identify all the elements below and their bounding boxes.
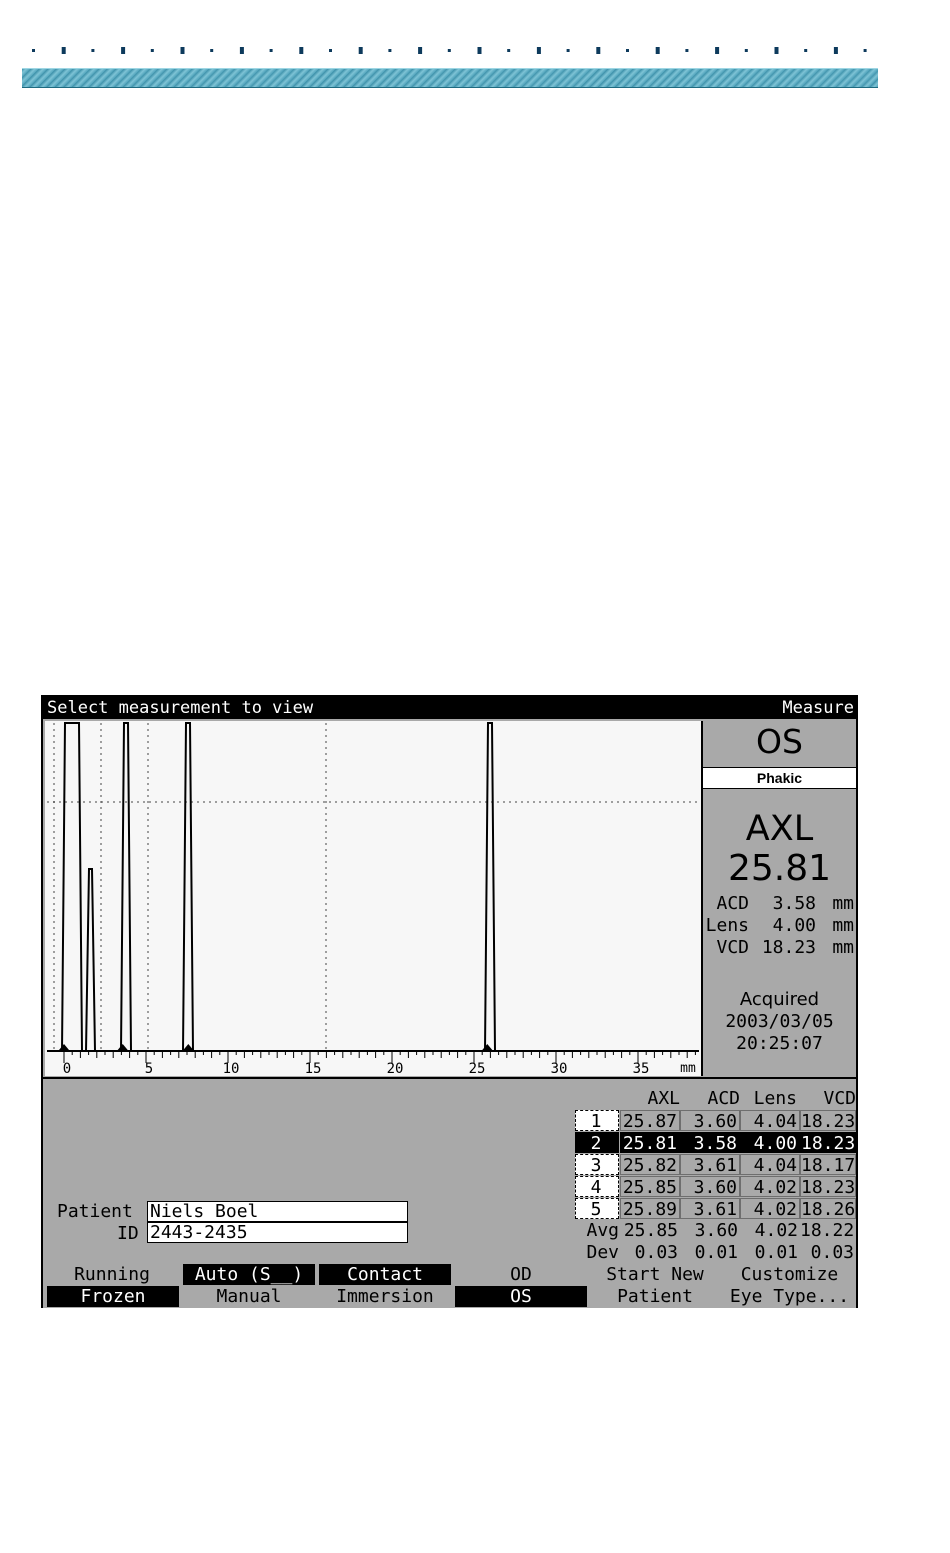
header-dot xyxy=(418,47,422,54)
measurement-row-1[interactable] xyxy=(575,1110,856,1132)
axl-cell: 25.85 xyxy=(620,1176,680,1197)
vcd-cell: 18.26 xyxy=(801,1199,856,1220)
customize-eye-type-button[interactable]: Customize xyxy=(740,1264,839,1285)
row-number: 4 xyxy=(575,1176,619,1197)
header-dot xyxy=(62,47,66,54)
header-dot xyxy=(656,47,660,54)
header-dot xyxy=(448,49,451,52)
patient-name-field[interactable]: Niels Boel xyxy=(147,1201,408,1222)
header-dot xyxy=(329,49,332,52)
header-dot xyxy=(210,49,213,52)
average-row xyxy=(575,1220,856,1242)
frozen-button[interactable]: Frozen xyxy=(47,1286,179,1307)
tick-label: 0 xyxy=(62,1061,72,1076)
contact-button[interactable]: Contact xyxy=(319,1264,451,1285)
tick-label: 25 xyxy=(468,1061,486,1076)
acquired-date: 2003/03/05 xyxy=(725,1011,834,1032)
header-dot xyxy=(864,49,867,52)
axl-cell: 25.87 xyxy=(620,1110,680,1131)
gate-marker xyxy=(118,1044,128,1050)
measurement-panel xyxy=(703,719,856,1077)
header-dot xyxy=(32,49,35,52)
patient-id-field[interactable]: 2443-2435 xyxy=(147,1222,408,1243)
vcd-cell: 18.17 xyxy=(801,1155,856,1176)
running-button[interactable]: Running xyxy=(74,1264,150,1285)
customize-eye-type-button-line2[interactable]: Eye Type... xyxy=(729,1286,850,1307)
deviation-row xyxy=(575,1242,856,1264)
echo-spike xyxy=(121,723,131,1051)
axl-value: 25.81 xyxy=(727,848,832,889)
axl-cell: 25.89 xyxy=(620,1198,680,1219)
vcd-cell: 18.23 xyxy=(801,1177,856,1198)
tick-label: 30 xyxy=(550,1061,568,1076)
gate-marker xyxy=(183,1044,193,1050)
patient-label: Patient xyxy=(57,1201,133,1222)
od-button[interactable]: OD xyxy=(510,1264,532,1285)
acd-metric xyxy=(703,893,856,915)
header-dot xyxy=(151,49,154,52)
avg-acd: 3.60 xyxy=(694,1220,738,1241)
tick-label: 15 xyxy=(304,1061,322,1076)
acd-cell: 3.61 xyxy=(680,1154,740,1175)
header-dot xyxy=(685,49,688,52)
lens-cell: 4.04 xyxy=(740,1110,800,1131)
header-dot xyxy=(507,49,510,52)
avg-vcd: 18.22 xyxy=(800,1220,855,1241)
metric-value: 4.00 xyxy=(772,915,816,936)
dev-label: Dev xyxy=(586,1242,619,1263)
metric-unit: mm xyxy=(832,915,854,936)
a-scan-waveform[interactable] xyxy=(45,721,703,1076)
screen-prompt: Select measurement to view xyxy=(47,698,314,718)
echo-spike xyxy=(62,723,82,1051)
col-header-vcd: VCD xyxy=(823,1088,856,1109)
metric-unit: mm xyxy=(832,893,854,914)
acd-cell: 3.60 xyxy=(680,1176,740,1197)
results-area xyxy=(43,1077,856,1266)
header-dot xyxy=(834,47,838,54)
waveform-canvas xyxy=(45,721,701,1076)
dev-lens: 0.01 xyxy=(754,1242,798,1263)
row-number: 5 xyxy=(575,1198,619,1219)
eye-type-label: Phakic xyxy=(703,767,856,789)
measurement-row-3[interactable] xyxy=(575,1154,856,1176)
function-key-bar xyxy=(43,1264,856,1308)
acquired-time: 20:25:07 xyxy=(736,1033,823,1054)
metric-label: Lens xyxy=(705,915,749,936)
header-dot xyxy=(596,47,600,54)
row-number: 3 xyxy=(575,1154,619,1175)
dev-acd: 0.01 xyxy=(694,1242,738,1263)
immersion-button[interactable]: Immersion xyxy=(336,1286,434,1307)
acd-cell: 3.61 xyxy=(680,1198,740,1219)
acd-cell: 3.58 xyxy=(680,1132,740,1153)
mode-title: Measure xyxy=(782,698,854,718)
axl-label: AXL xyxy=(745,809,814,849)
row-number: 1 xyxy=(575,1110,619,1131)
header-dot xyxy=(388,49,391,52)
row-number: 2 xyxy=(575,1132,619,1153)
acquired-label: Acquired xyxy=(739,989,820,1010)
metric-value: 18.23 xyxy=(761,937,816,958)
header-dot xyxy=(626,49,629,52)
vcd-cell: 18.23 xyxy=(801,1111,856,1132)
tick-label: 5 xyxy=(144,1061,154,1076)
axis-unit: mm xyxy=(680,1061,696,1076)
title-bar xyxy=(43,697,856,719)
axl-cell: 25.81 xyxy=(620,1132,680,1153)
header-dot xyxy=(181,47,185,54)
header-dot xyxy=(299,47,303,54)
id-label: ID xyxy=(117,1223,139,1244)
header-dot xyxy=(715,47,719,54)
acd-cell: 3.60 xyxy=(680,1110,740,1131)
start-new-patient-button[interactable]: Start New xyxy=(606,1264,704,1285)
header-dot xyxy=(91,49,94,52)
dev-axl: 0.03 xyxy=(634,1242,678,1263)
manual-button[interactable]: Manual xyxy=(216,1286,282,1307)
gate-marker xyxy=(59,1044,69,1050)
gate-marker xyxy=(482,1044,492,1050)
header-dot xyxy=(121,47,125,54)
header-dot xyxy=(567,49,570,52)
tick-label: 10 xyxy=(222,1061,240,1076)
col-header-acd: ACD xyxy=(707,1088,740,1109)
metric-label: ACD xyxy=(716,893,749,914)
biometry-screen xyxy=(41,695,858,1308)
col-header-axl: AXL xyxy=(647,1088,680,1109)
lens-cell: 4.02 xyxy=(740,1198,800,1219)
header-dot xyxy=(804,49,807,52)
metric-value: 3.58 xyxy=(772,893,816,914)
avg-label: Avg xyxy=(586,1220,619,1241)
metric-unit: mm xyxy=(832,937,854,958)
avg-axl: 25.85 xyxy=(623,1220,678,1241)
header-dots-decoration xyxy=(22,44,878,58)
tick-label: 20 xyxy=(386,1061,404,1076)
measurement-row-4[interactable] xyxy=(575,1176,856,1198)
auto-button[interactable]: Auto (S__) xyxy=(183,1264,315,1285)
header-dot xyxy=(478,47,482,54)
header-dot xyxy=(240,47,244,54)
echo-spike xyxy=(485,723,495,1051)
echo-spike xyxy=(86,869,95,1051)
os-button[interactable]: OS xyxy=(455,1286,587,1307)
header-dot xyxy=(270,49,273,52)
vcd-metric xyxy=(703,937,856,959)
measurement-row-2[interactable] xyxy=(575,1132,856,1154)
axl-cell: 25.82 xyxy=(620,1154,680,1175)
measurement-row-5[interactable] xyxy=(575,1198,856,1220)
lens-metric xyxy=(703,915,856,937)
dev-vcd: 0.03 xyxy=(810,1242,854,1263)
lens-cell: 4.00 xyxy=(740,1132,800,1153)
header-dot xyxy=(537,47,541,54)
header-band-decoration xyxy=(22,68,878,88)
tick-label: 35 xyxy=(632,1061,650,1076)
lens-cell: 4.04 xyxy=(740,1154,800,1175)
metric-label: VCD xyxy=(716,937,749,958)
echo-spike xyxy=(183,723,193,1051)
lens-cell: 4.02 xyxy=(740,1176,800,1197)
col-header-lens: Lens xyxy=(753,1088,797,1109)
header-dot xyxy=(745,49,748,52)
header-dot xyxy=(359,47,363,54)
vcd-cell: 18.23 xyxy=(801,1133,856,1154)
header-dot xyxy=(775,47,779,54)
start-new-patient-button-line2[interactable]: Patient xyxy=(617,1286,693,1307)
avg-lens: 4.02 xyxy=(754,1220,798,1241)
eye-indicator: OS xyxy=(756,722,803,761)
